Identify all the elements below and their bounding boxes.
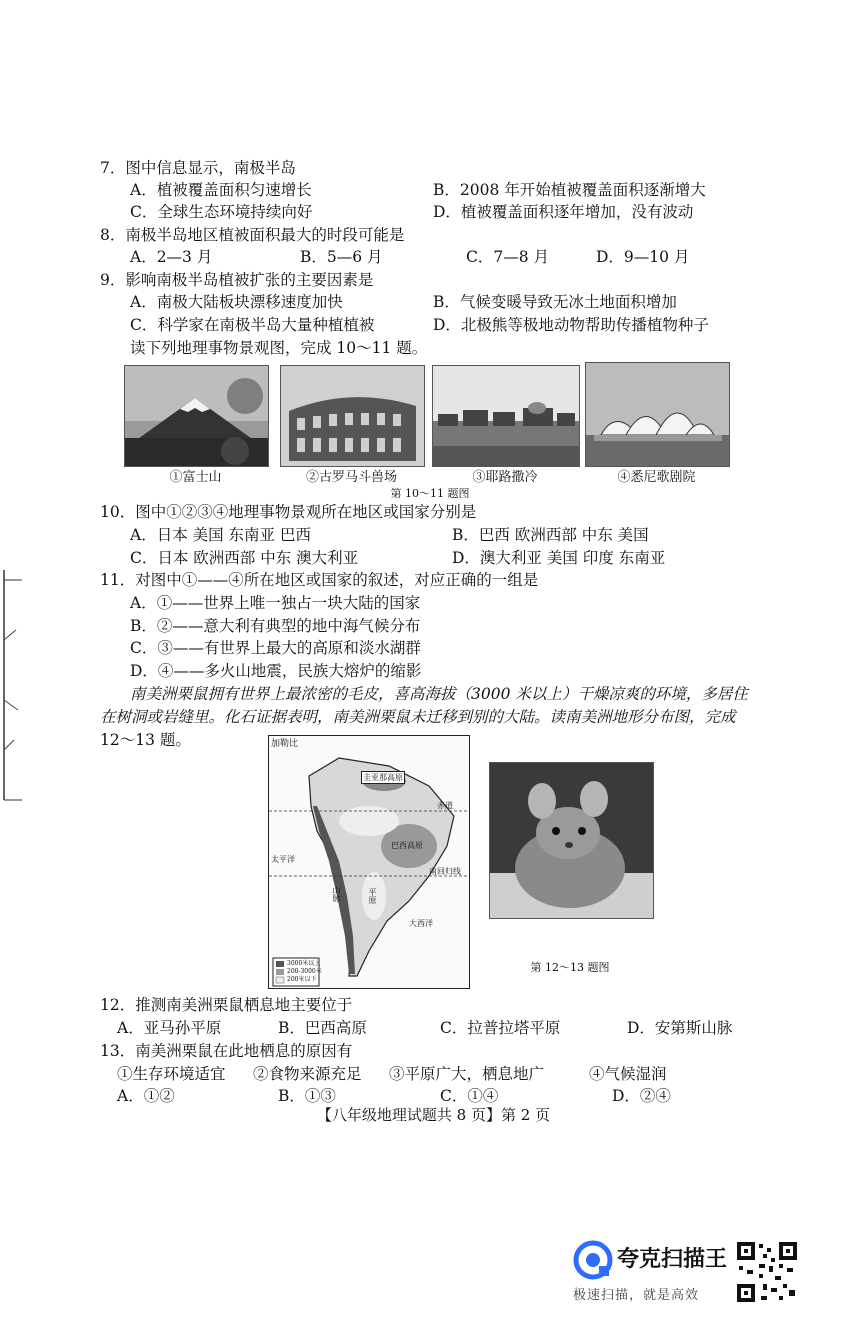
caption-jerusalem: ③耶路撒冷 [472, 470, 538, 485]
photo-chinchilla [489, 762, 654, 919]
map-label-atlantic: 大西洋 [409, 919, 433, 928]
q9-stem: 9．影响南极半岛植被扩张的主要因素是 [100, 271, 374, 289]
q7-option-c: C．全球生态环境持续向好 [130, 203, 313, 221]
map-label-andes: 山脉 [332, 886, 341, 902]
photo-jerusalem [432, 365, 580, 467]
quark-logo-icon [573, 1240, 613, 1280]
q13-option-a: A．①② [117, 1087, 175, 1105]
q8-option-a: A．2—3 月 [130, 248, 213, 266]
caption-fuji: ①富士山 [169, 470, 222, 485]
q13-statement-3: ③平原广大，栖息地广 [389, 1065, 545, 1083]
map-label-equator: 赤道 [437, 801, 453, 810]
q10-option-d: D．澳大利亚 美国 印度 东南亚 [452, 549, 666, 567]
q11-stem: 11．对图中①——④所在地区或国家的叙述，对应正确的一组是 [100, 571, 539, 589]
q13-option-b: B．①③ [278, 1087, 336, 1105]
q13-statement-4: ④气候湿润 [589, 1065, 667, 1083]
photo-sydney [585, 362, 730, 467]
passage-line-1: 南美洲栗鼠拥有世界上最浓密的毛皮，喜高海拔（3000 米以上）干燥凉爽的环境，多居住 [130, 685, 748, 703]
passage-line-3: 12～13 题。 [100, 731, 191, 749]
q8-option-c: C．7—8 月 [466, 248, 550, 266]
previous-page-edge [0, 560, 26, 810]
qr-code-icon [735, 1240, 799, 1304]
q7-stem: 7．图中信息显示，南极半岛 [100, 159, 296, 177]
q7-option-b: B．2008 年开始植被覆盖面积逐渐增大 [433, 181, 706, 199]
q7-option-a: A．植被覆盖面积匀速增长 [130, 181, 312, 199]
photo-colosseum [280, 365, 425, 467]
map-legend-2: 200-3000米 [287, 968, 322, 975]
q13-option-d: D．②④ [612, 1087, 671, 1105]
q10-stem: 10．图中①②③④地理事物景观所在地区或国家分别是 [100, 503, 477, 521]
q9-option-b: B．气候变暖导致无冰土地面积增加 [433, 293, 677, 311]
passage-line-2: 在树洞或岩缝里。化石证据表明，南美洲栗鼠未迁移到别的大陆。读南美洲地形分布图，完成 [100, 708, 736, 726]
page-footer: 【八年级地理试题共 8 页】第 2 页 [316, 1106, 551, 1124]
q10-option-c: C．日本 欧洲西部 中东 澳大利亚 [130, 549, 359, 567]
photo-fuji [124, 365, 269, 467]
map-label-brazil-plateau: 巴西高原 [391, 841, 423, 850]
map-label-pacific: 太平洋 [271, 855, 295, 864]
caption-sydney: ④悉尼歌剧院 [617, 470, 696, 485]
colosseum-image [281, 366, 424, 466]
watermark-name: 夸克扫描王 [617, 1247, 728, 1272]
q12-option-c: C．拉普拉塔平原 [440, 1019, 561, 1037]
mount-fuji-image [125, 366, 268, 466]
q12-stem: 12．推测南美洲栗鼠栖息地主要位于 [100, 996, 353, 1014]
chinchilla-image [490, 763, 653, 918]
q9-option-c: C．科学家在南极半岛大量种植植被 [130, 316, 375, 334]
q11-option-a: A．①——世界上唯一独占一块大陆的国家 [130, 594, 421, 612]
q12-option-d: D．安第斯山脉 [627, 1019, 733, 1037]
q8-stem: 8．南极半岛地区植被面积最大的时段可能是 [100, 226, 405, 244]
q9-option-a: A．南极大陆板块漂移速度加快 [130, 293, 343, 311]
map-label-tropic: 南回归线 [429, 867, 461, 876]
q13-stem: 13．南美洲栗鼠在此地栖息的原因有 [100, 1042, 353, 1060]
intro-10-11: 读下列地理事物景观图，完成 10～11 题。 [130, 339, 428, 357]
q9-option-d: D．北极熊等极地动物帮助传播植物种子 [433, 316, 709, 334]
caption-colosseum: ②古罗马斗兽场 [305, 470, 397, 485]
q7-option-d: D．植被覆盖面积逐年增加，没有波动 [433, 203, 694, 221]
watermark-slogan: 极速扫描，就是高效 [573, 1288, 700, 1303]
map-label-guiana: 圭亚那高原 [363, 773, 403, 782]
q13-statement-1: ①生存环境适宜 [117, 1065, 226, 1083]
south-america-map [268, 735, 470, 989]
q8-option-d: D．9—10 月 [596, 248, 690, 266]
q11-option-b: B．②——意大利有典型的地中海气候分布 [130, 617, 421, 635]
figure-label-12-13: 第 12～13 题图 [530, 961, 610, 974]
jerusalem-image [433, 366, 579, 466]
map-label-plain: 平原 [368, 888, 377, 904]
map-legend-1: 3000米以上 [287, 960, 321, 967]
q11-option-d: D．④——多火山地震，民族大熔炉的缩影 [130, 662, 422, 680]
q10-option-a: A．日本 美国 东南亚 巴西 [130, 526, 311, 544]
figure-label-10-11: 第 10～11 题图 [390, 487, 470, 500]
q13-statement-2: ②食物来源充足 [253, 1065, 362, 1083]
q13-option-c: C．①④ [440, 1087, 499, 1105]
q10-option-b: B．巴西 欧洲西部 中东 美国 [452, 526, 649, 544]
q8-option-b: B．5—6 月 [300, 248, 383, 266]
q12-option-a: A．亚马孙平原 [117, 1019, 222, 1037]
map-label-caribbean: 加勒比 [271, 739, 299, 749]
map-legend-3: 200米以下 [287, 976, 317, 983]
scanner-watermark [573, 1238, 743, 1308]
sydney-opera-house-image [586, 363, 729, 466]
q11-option-c: C．③——有世界上最大的高原和淡水湖群 [130, 639, 421, 657]
q12-option-b: B．巴西高原 [278, 1019, 367, 1037]
